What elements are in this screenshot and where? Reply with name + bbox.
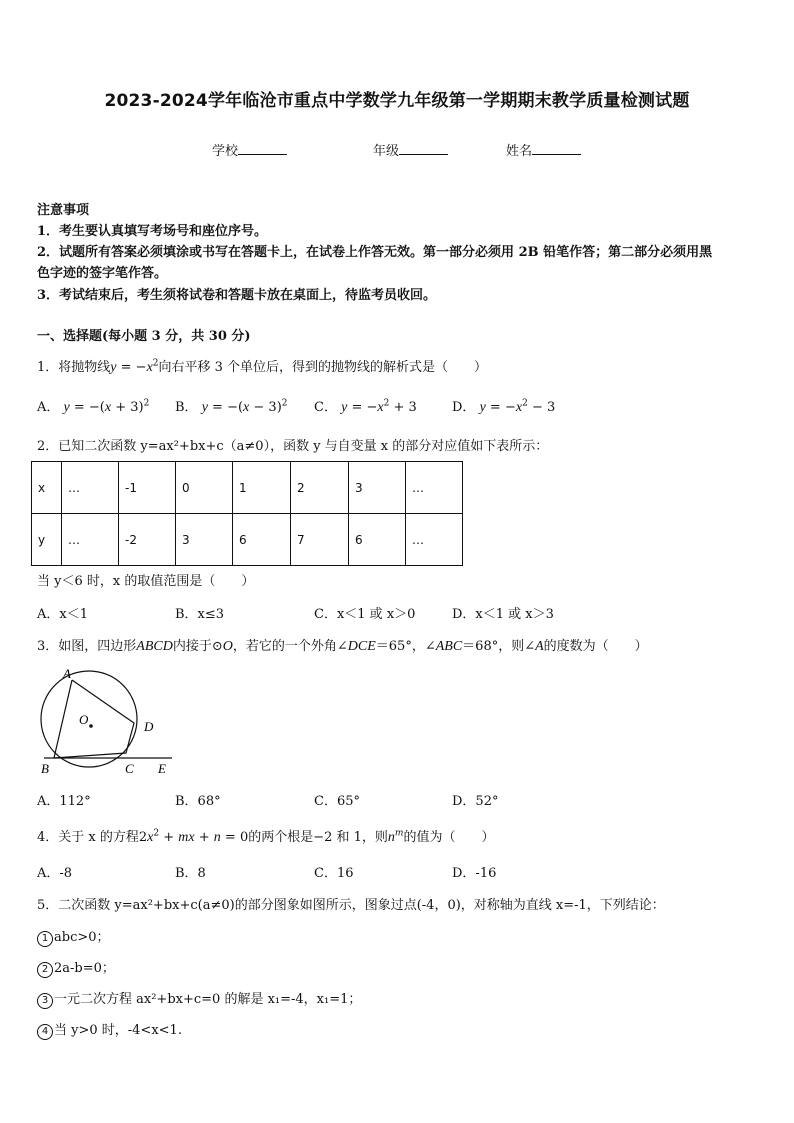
question-2-stem: 2．已知二次函数 y=ax²+bx+c（a≠0），函数 y 与自变量 x 的部分对应值如下表所示： bbox=[37, 439, 549, 454]
note-item: 1．考生要认真填写考场号和座位序号。 bbox=[37, 224, 268, 239]
q3-math: DCE bbox=[347, 639, 376, 654]
q1-option-c: C． $y = -x^2 + 3$ bbox=[314, 398, 417, 415]
table-cell: -1 bbox=[119, 462, 176, 514]
option-letter: A． bbox=[37, 400, 60, 415]
q3-text: ＝65°，∠ bbox=[375, 639, 436, 654]
table-cell: -2 bbox=[119, 514, 176, 566]
label-o: O bbox=[79, 712, 89, 727]
q2-option-b: B．x≤3 bbox=[175, 607, 225, 622]
grade-blank bbox=[399, 142, 448, 155]
q5-item-text: 一元二次方程 ax²+bx+c=0 的解是 x₁=-4，x₁=1； bbox=[54, 992, 362, 1007]
grade-field bbox=[373, 140, 448, 159]
q4-option-b: B．8 bbox=[175, 866, 206, 881]
value-table bbox=[31, 461, 463, 566]
center-point bbox=[89, 724, 93, 728]
circle-quadrilateral-figure bbox=[36, 664, 176, 778]
q3-math: ABC bbox=[435, 639, 463, 654]
q4-text: 的两个根是−2 和 1，则 bbox=[248, 830, 388, 845]
q1-formula: y bbox=[110, 360, 117, 375]
quadrilateral-shape bbox=[54, 680, 134, 758]
option-letter: B． bbox=[175, 400, 198, 415]
question-5-stem: 5．二次函数 y=ax²+bx+c(a≠0)的部分图象如图所示，图象过点(-4，0)，对称轴为直线 x=-1，下列结论： bbox=[37, 898, 665, 913]
circled-number: 1 bbox=[37, 931, 53, 947]
q4-option-a: A．-8 bbox=[37, 866, 73, 881]
question-1-stem: 1．将抛物线$y = -x^2$向右平移 3 个单位后，得到的抛物线的解析式是（ ） bbox=[37, 358, 488, 375]
table-cell: 3 bbox=[176, 514, 233, 566]
q3-text: 的度数为（ ） bbox=[543, 639, 648, 654]
table-cell: … bbox=[62, 462, 119, 514]
q2-option-a: A．x＜1 bbox=[37, 607, 88, 622]
table-cell: … bbox=[406, 514, 463, 566]
label-e: E bbox=[158, 761, 166, 776]
name-field bbox=[506, 140, 581, 159]
note-item: 2．试题所有答案必须填涂或书写在答题卡上，在试卷上作答无效。第一部分必须用 2B 铅笔作答；第二部分必须用黑 bbox=[37, 245, 713, 260]
q4-option-d: D．-16 bbox=[452, 866, 497, 881]
q5-item bbox=[37, 992, 361, 1009]
q5-item bbox=[37, 1023, 182, 1040]
q1-stem-post: 向右平移 3 个单位后，得到的抛物线的解析式是（ ） bbox=[158, 360, 488, 375]
label-b: B bbox=[41, 761, 49, 776]
label-a: A bbox=[63, 666, 71, 681]
q4-text: 的值为（ ） bbox=[403, 830, 495, 845]
q1-stem-pre: 1．将抛物线 bbox=[37, 360, 111, 375]
table-cell: 6 bbox=[349, 514, 406, 566]
table-cell: 3 bbox=[349, 462, 406, 514]
q3-text: 3．如图，四边形 bbox=[37, 639, 137, 654]
q5-item-text: abc>0； bbox=[54, 930, 110, 945]
school-label: 学校 bbox=[212, 144, 239, 159]
q3-option-d: D．52° bbox=[452, 794, 499, 809]
q3-option-a: A．112° bbox=[37, 794, 91, 809]
q3-text: ＝68°，则∠ bbox=[462, 639, 536, 654]
table-cell: … bbox=[406, 462, 463, 514]
table-cell: 1 bbox=[233, 462, 291, 514]
table-row bbox=[32, 514, 463, 566]
table-cell: 2 bbox=[291, 462, 349, 514]
school-blank bbox=[238, 142, 287, 155]
school-field bbox=[212, 140, 287, 159]
q4-option-c: C．16 bbox=[314, 866, 354, 881]
q2-option-d: D．x＜1 或 x＞3 bbox=[452, 607, 554, 622]
label-d: D bbox=[144, 719, 154, 734]
note-item: 色字迹的签字笔作答。 bbox=[37, 266, 168, 281]
q3-option-b: B．68° bbox=[175, 794, 221, 809]
question-3-stem bbox=[37, 639, 648, 655]
notes-heading: 注意事项 bbox=[37, 203, 90, 218]
name-label: 姓名 bbox=[506, 144, 533, 159]
table-cell: 6 bbox=[233, 514, 291, 566]
q3-math: A bbox=[535, 639, 544, 654]
circled-number: 3 bbox=[37, 993, 53, 1009]
q5-item-text: 当 y>0 时，-4<x<1. bbox=[54, 1023, 182, 1038]
q3-math: ABCD bbox=[136, 639, 173, 654]
page-title: 2023-2024学年临沧市重点中学数学九年级第一学期期末教学质量检测试题 bbox=[104, 91, 690, 111]
q5-item bbox=[37, 930, 110, 947]
name-blank bbox=[532, 142, 581, 155]
table-cell: x bbox=[32, 462, 62, 514]
q3-text: 内接于⊙ bbox=[172, 639, 223, 654]
q3-math: O bbox=[222, 639, 233, 654]
q1-option-a: A． $y = -(x + 3)^2$ bbox=[37, 398, 150, 415]
q5-item-text: 2a-b=0； bbox=[54, 961, 115, 976]
table-cell: y bbox=[32, 514, 62, 566]
option-letter: C． bbox=[314, 400, 337, 415]
grade-label: 年级 bbox=[373, 144, 400, 159]
q1-option-b: B． $y = -(x - 3)^2$ bbox=[175, 398, 288, 415]
q5-item bbox=[37, 961, 115, 978]
q3-option-c: C．65° bbox=[314, 794, 360, 809]
circled-number: 2 bbox=[37, 962, 53, 978]
q4-text: 4．关于 x 的方程 bbox=[37, 830, 139, 845]
table-cell: 0 bbox=[176, 462, 233, 514]
q1-option-d: D． $y = -x^2 - 3$ bbox=[452, 398, 556, 415]
table-cell: 7 bbox=[291, 514, 349, 566]
q2-option-c: C．x＜1 或 x＞0 bbox=[314, 607, 416, 622]
option-letter: D． bbox=[452, 400, 476, 415]
q2-question: 当 y＜6 时，x 的取值范围是（ ） bbox=[37, 574, 255, 589]
table-row bbox=[32, 462, 463, 514]
question-4-stem: 4．关于 x 的方程$2x^2$ + mx + n = 0的两个根是−2 和 1，则$n^m$的值为（ ） bbox=[37, 828, 495, 845]
table-cell: … bbox=[62, 514, 119, 566]
label-c: C bbox=[125, 761, 134, 776]
section-heading: 一、选择题(每小题 3 分，共 30 分) bbox=[37, 329, 251, 344]
note-item: 3．考试结束后，考生须将试卷和答题卡放在桌面上，待监考员收回。 bbox=[37, 288, 437, 303]
circled-number: 4 bbox=[37, 1024, 53, 1040]
q3-text: ，若它的一个外角∠ bbox=[232, 639, 348, 654]
